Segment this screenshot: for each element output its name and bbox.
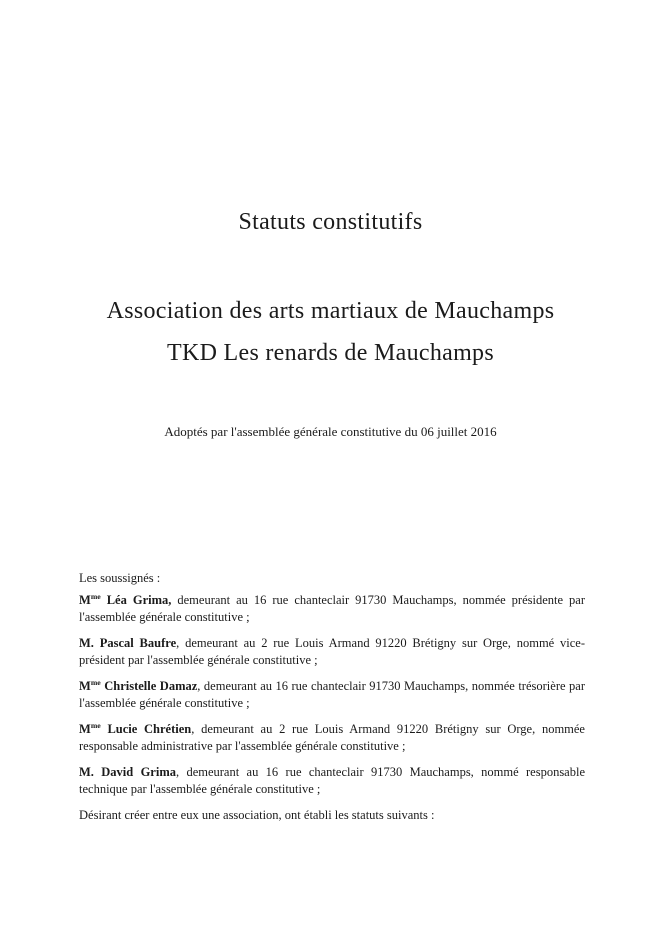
signatories-list: [79, 592, 585, 798]
signatory-paragraph: [79, 764, 585, 798]
signatory-name: $M^{me}$ Léa Grima,: [79, 591, 172, 607]
intro-line: Les soussignés :: [79, 571, 161, 585]
honorific-superscript: me: [90, 720, 101, 730]
document-title: Statuts constitutifs: [238, 209, 423, 235]
signatory-name: M. Pascal Baufre: [79, 636, 177, 650]
document-body: [79, 570, 585, 824]
adoption-note: Adoptés par l'assemblée générale constitutive du 06 juillet 2016: [164, 424, 497, 439]
association-title: [0, 290, 661, 374]
honorific-superscript: me: [90, 591, 101, 601]
signatory-details: , demeurant au 2 rue Louis Armand 91220 Brétigny sur Orge, nommé vice-président par l'assemblée générale constitutive ;: [79, 636, 586, 667]
signatory-details: , demeurant au 16 rue chanteclair 91730 Mauchamps, nommée trésorière par l'assemblée générale constitutive ;: [79, 679, 585, 710]
signatory-paragraph: [79, 635, 585, 669]
signatory-name: $M^{me}$ Lucie Chrétien: [79, 720, 192, 736]
signatory-name: $M^{me}$ Christelle Damaz: [79, 677, 198, 693]
signatory-details: , demeurant au 2 rue Louis Armand 91220 Brétigny sur Orge, nommée responsable administrative par l'assemblée générale constitutive ;: [79, 722, 585, 753]
association-name-line1: Association des arts martiaux de Mauchamps: [106, 298, 555, 324]
signatory-details: , demeurant au 16 rue chanteclair 91730 Mauchamps, nommé responsable technique par l'assemblée générale constitutive ;: [79, 765, 585, 796]
signatory-name: M. David Grima: [79, 765, 176, 779]
signatory-paragraph: [79, 721, 585, 755]
closing-line: Désirant créer entre eux une association, ont établi les statuts suivants :: [79, 808, 435, 822]
signatory-paragraph: [79, 678, 585, 712]
honorific-superscript: me: [90, 677, 101, 687]
association-name-line2: TKD Les renards de Mauchamps: [167, 340, 494, 366]
signatory-paragraph: [79, 592, 585, 626]
signatory-details: demeurant au 16 rue chanteclair 91730 Mauchamps, nommée présidente par l'assemblée générale constitutive ;: [79, 593, 585, 624]
